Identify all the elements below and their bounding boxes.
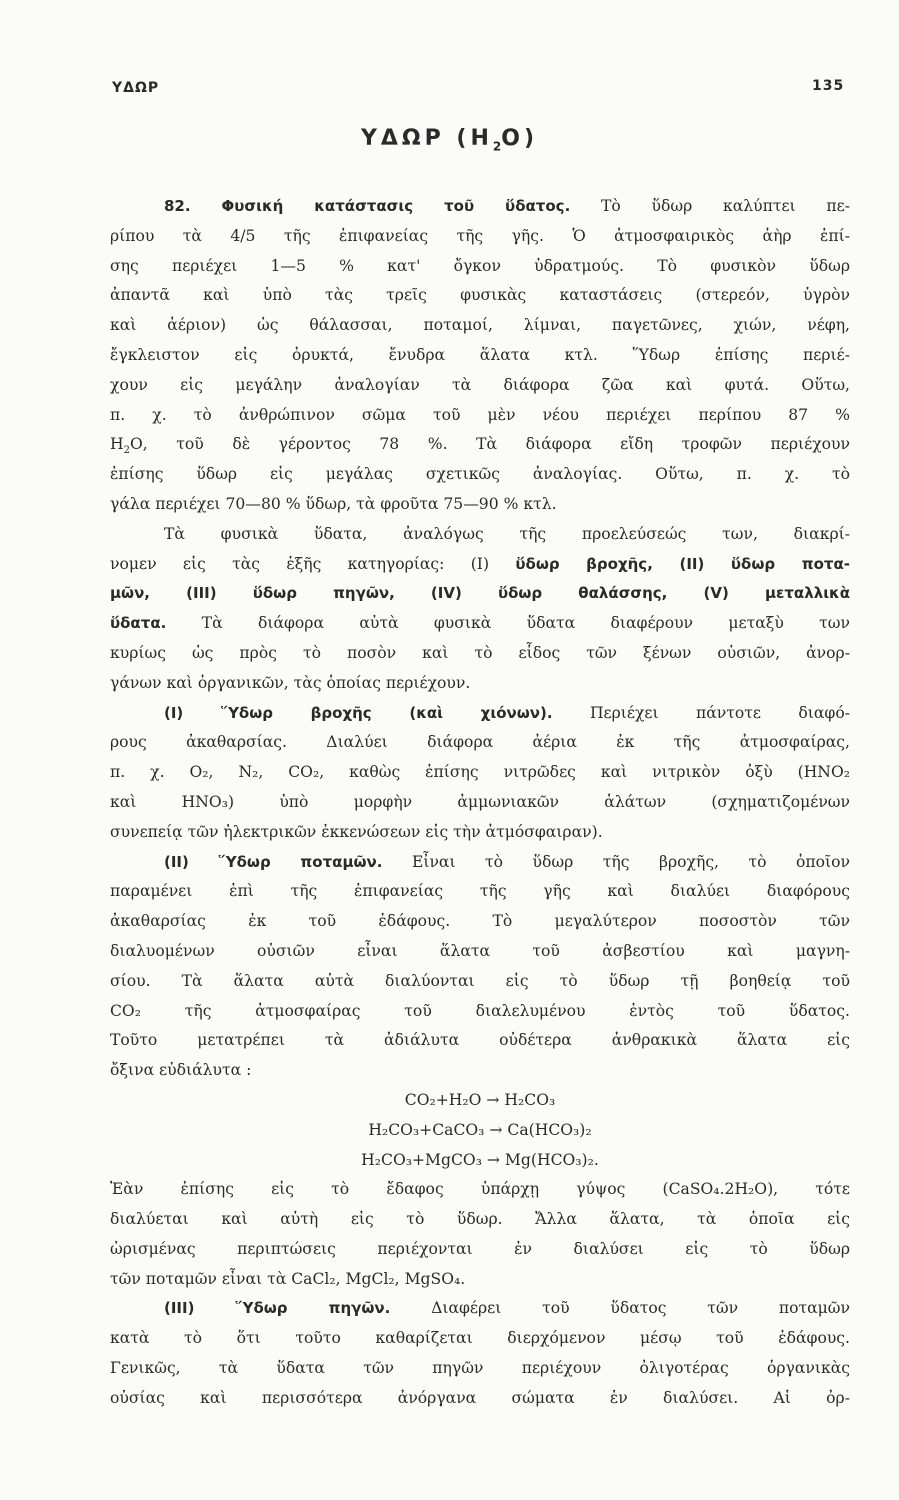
text-line: γάνων καὶ ὀργανικῶν, τὰς ὁποίας περιέχουν. — [110, 673, 471, 692]
text-line: χουν εἰς μεγάλην ἀναλογίαν τὰ διάφορα ζῶα καὶ φυτά. Οὕτω, — [110, 375, 850, 394]
running-head: ΥΔΩΡ — [112, 80, 160, 96]
subsection-heading-spring: (III) Ὕδωρ πηγῶν. — [164, 1299, 391, 1318]
subsection-heading-river: (II) Ὕδωρ ποταμῶν. — [164, 852, 383, 871]
text-line: ρους ἀκαθαρσίας. Διαλύει διάφορα ἀέρια ἐκ τῆς ἀτμοσφαίρας, — [110, 733, 850, 752]
text-line: Γενικῶς, τὰ ὕδατα τῶν πηγῶν περιέχουν ὀλιγοτέρας ὀργανικὰς — [110, 1359, 850, 1378]
text-line: διαλυομένων οὐσιῶν εἶναι ἅλατα τοῦ ἀσβεστίου καὶ μαγνη- — [110, 941, 850, 960]
text-line: ἔγκλειστον εἰς ὀρυκτά, ἔνυδρα ἅλατα κτλ. Ὕδωρ ἐπίσης περιέ- — [110, 345, 850, 364]
text-line: ὕδατα. Τὰ διάφορα αὐτὰ φυσικὰ ὕδατα διαφέρουν μεταξὺ των — [110, 614, 850, 633]
text-line: σης περιέχει 1—5 % κατ' ὄγκον ὑδρατμούς. Τὸ φυσικὸν ὕδωρ — [110, 256, 850, 275]
text-line: ρίπου τὰ 4/5 τῆς ἐπιφανείας τῆς γῆς. Ὁ ἀτμοσφαιρικὸς ἀὴρ ἐπί- — [110, 226, 850, 245]
text-line: $H_2O$, τοῦ δὲ γέροντος 78 %. Τὰ διάφορα εἴδη τροφῶν περιέχουν — [110, 435, 850, 457]
text-line: καὶ HNO₃) ὑπὸ μορφὴν ἀμμωνιακῶν ἁλάτων (σχηματιζομένων — [110, 792, 850, 811]
section-heading-82: 82. Φυσική κατάστασις τοῦ ὕδατος. — [164, 197, 571, 215]
subsection-heading-rain: (I) Ὕδωρ βροχῆς (καὶ χιόνων). — [164, 703, 553, 722]
chemical-equation: H₂CO₃+MgCO₃ → Mg(HCO₃)₂. — [361, 1150, 599, 1169]
text-line: παραμένει ἐπὶ τῆς ἐπιφανείας τῆς γῆς καὶ διαλύει διαφόρους — [110, 882, 850, 901]
text-line: ἐπίσης ὕδωρ εἰς μεγάλας σχετικῶς ἀναλογίας. Οὕτω, π. χ. τὸ — [110, 465, 850, 484]
page-number: 135 — [812, 78, 845, 94]
text-line: γάλα περιέχει 70—80 % ὕδωρ, τὰ φροῦτα 75—90 % κτλ. — [110, 494, 557, 513]
body-text — [110, 192, 850, 1414]
text-line: οὐσίας καὶ περισσότερα ἀνόργανα σώματα ἐν διαλύσει. Αἱ ὀρ- — [110, 1388, 850, 1407]
text-line: ὄξινα εὐδιάλυτα : — [110, 1061, 252, 1080]
text-line: Τὰ φυσικὰ ὕδατα, ἀναλόγως τῆς προελεύσεώς των, διακρί- — [164, 524, 850, 543]
river-line-1: (II) Ὕδωρ ποταμῶν. Εἶναι τὸ ὕδωρ τῆς βροχῆς, τὸ ὁποῖον — [164, 852, 850, 871]
chemical-equation: H₂CO₃+CaCO₃ → Ca(HCO₃)₂ — [368, 1120, 592, 1139]
text-line: ἀκαθαρσίας ἐκ τοῦ ἐδάφους. Τὸ μεγαλύτερον ποσοστὸν τῶν — [110, 912, 850, 931]
text-line: διαλύεται καὶ αὐτὴ εἰς τὸ ὕδωρ. Ἄλλα ἅλατα, τὰ ὁποῖα εἰς — [110, 1210, 850, 1229]
chapter-title: ΥΔΩΡ $(H_2O)$ — [360, 126, 539, 154]
chemical-equation: CO₂+H₂O → H₂CO₃ — [404, 1090, 556, 1109]
rain-line-1: (I) Ὕδωρ βροχῆς (καὶ χιόνων). Περιέχει πάντοτε διαφό- — [164, 703, 850, 722]
text-line: κυρίως ὡς πρὸς τὸ ποσὸν καὶ τὸ εἶδος τῶν ξένων οὐσιῶν, ἀνορ- — [110, 643, 850, 662]
spring-line-1: (III) Ὕδωρ πηγῶν. Διαφέρει τοῦ ὕδατος τῶν ποταμῶν — [164, 1299, 850, 1318]
text-line: μῶν, (III) ὕδωρ πηγῶν, (IV) ὕδωρ θαλάσσης, (V) μεταλλικὰ — [110, 584, 850, 603]
text-line: κατὰ τὸ ὅτι τοῦτο καθαρίζεται διερχόμενον μέσῳ τοῦ ἐδάφους. — [110, 1329, 850, 1348]
text-line: Ἐὰν ἐπίσης εἰς τὸ ἔδαφος ὑπάρχῃ γύψος (CaSO₄.2H₂O), τότε — [110, 1180, 850, 1199]
sec82-line-1: 82. Φυσική κατάστασις τοῦ ὕδατος. Τὸ ὕδωρ καλύπτει πε- — [164, 197, 850, 215]
text-line: π. χ. O₂, N₂, CO₂, καθὼς ἐπίσης νιτρῶδες καὶ νιτρικὸν ὀξὺ (HNO₂ — [110, 763, 850, 782]
text-line: ἀπαντᾶ καὶ ὑπὸ τὰς τρεῖς φυσικὰς καταστάσεις (στερεόν, ὑγρὸν — [110, 286, 850, 305]
text-line: σίου. Τὰ ἅλατα αὐτὰ διαλύονται εἰς τὸ ὕδωρ τῇ βοηθείᾳ τοῦ — [110, 971, 850, 990]
text-line: συνεπείᾳ τῶν ἠλεκτρικῶν ἐκκενώσεων εἰς τὴν ἀτμόσφαιραν). — [110, 822, 603, 841]
text-line: Τοῦτο μετατρέπει τὰ ἀδιάλυτα οὐδέτερα ἀνθρακικὰ ἅλατα εἰς — [110, 1031, 850, 1050]
text-line: CO₂ τῆς ἀτμοσφαίρας τοῦ διαλελυμένου ἐντὸς τοῦ ὕδατος. — [110, 1001, 850, 1020]
text-line: π. χ. τὸ ἀνθρώπινον σῶμα τοῦ μὲν νέου περιέχει περίπου 87 % — [110, 405, 850, 424]
text-line: νομεν εἰς τὰς ἑξῆς κατηγορίας: (I) ὕδωρ βροχῆς, (II) ὕδωρ ποτα- — [110, 554, 850, 573]
text-line: ὡρισμένας περιπτώσεις περιέχονται ἐν διαλύσει εἰς τὸ ὕδωρ — [110, 1239, 850, 1258]
text-line: καὶ ἀέριον) ὡς θάλασσαι, ποταμοί, λίμναι, παγετῶνες, χιών, νέφη, — [110, 316, 850, 335]
text-line: τῶν ποταμῶν εἶναι τὰ CaCl₂, MgCl₂, MgSO₄. — [110, 1269, 466, 1288]
